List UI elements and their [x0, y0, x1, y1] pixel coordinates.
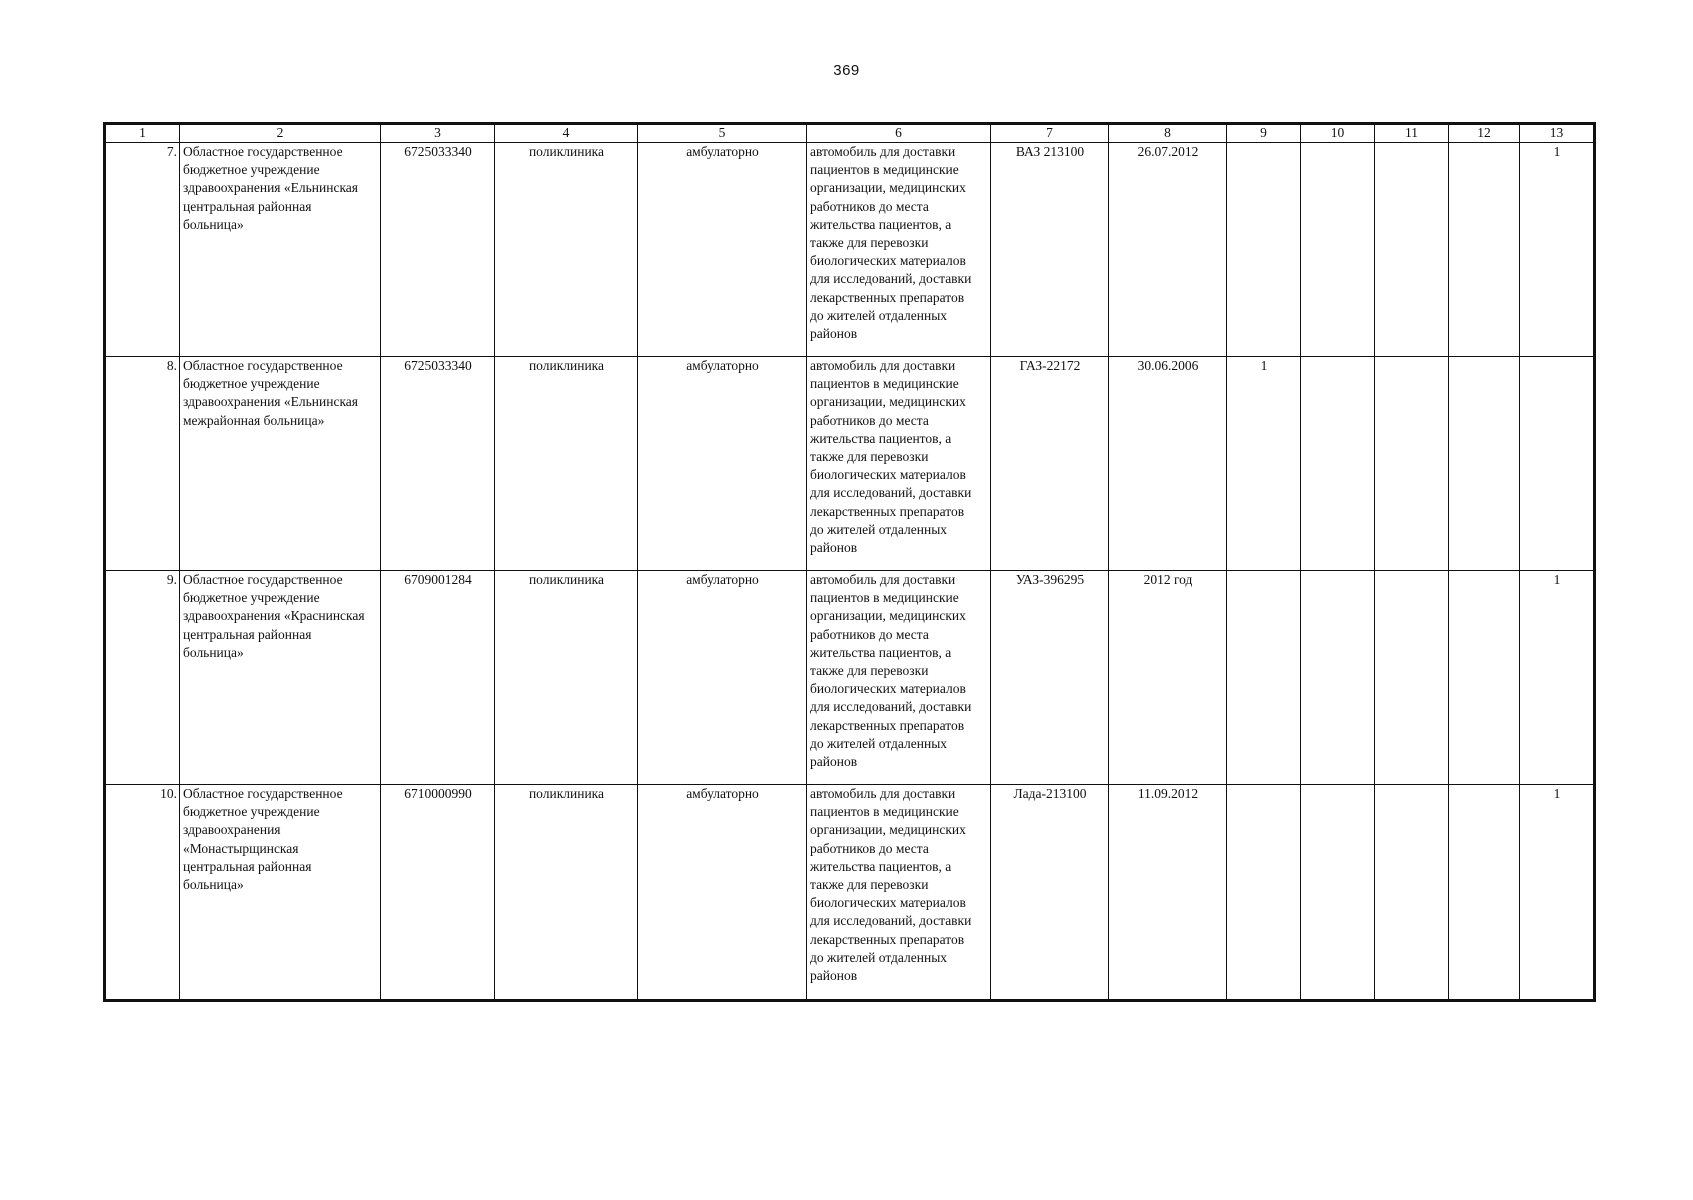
institution-code: 6709001284: [381, 571, 495, 785]
column-12-value: [1449, 571, 1520, 785]
institution-name: Областное государственное бюджетное учреждение здравоохранения «Краснинская центральная районная больница»: [180, 571, 381, 785]
column-header: 6: [807, 125, 991, 143]
vehicle-purpose: автомобиль для доставки пациентов в медицинские организации, медицинских работников до места жительства пациентов, а также для перевозки биологических материалов для исследований, доставки лекарственных препаратов до жителей отдаленных районов: [807, 357, 991, 571]
row-number: 9.: [106, 571, 180, 785]
column-header: 5: [638, 125, 807, 143]
care-mode: амбулаторно: [638, 357, 807, 571]
column-header: 2: [180, 125, 381, 143]
institution-code: 6725033340: [381, 357, 495, 571]
table-row: [106, 571, 1594, 785]
column-header: 12: [1449, 125, 1520, 143]
column-header: 10: [1301, 125, 1375, 143]
column-10-value: [1301, 143, 1375, 357]
column-header: 8: [1109, 125, 1227, 143]
date-value: 26.07.2012: [1109, 143, 1227, 357]
facility-type: поликлиника: [495, 357, 638, 571]
column-9-value: [1227, 143, 1301, 357]
column-header: 13: [1520, 125, 1594, 143]
table-row: [106, 143, 1594, 357]
care-mode: амбулаторно: [638, 785, 807, 1000]
column-9-value: [1227, 785, 1301, 1000]
vehicle-purpose: автомобиль для доставки пациентов в медицинские организации, медицинских работников до места жительства пациентов, а также для перевозки биологических материалов для исследований, доставки лекарственных препаратов до жителей отдаленных районов: [807, 571, 991, 785]
facility-type: поликлиника: [495, 571, 638, 785]
column-header: 4: [495, 125, 638, 143]
institution-name: Областное государственное бюджетное учреждение здравоохранения «Ельнинская межрайонная больница»: [180, 357, 381, 571]
facility-type: поликлиника: [495, 785, 638, 1000]
column-12-value: [1449, 357, 1520, 571]
column-13-value: 1: [1520, 571, 1594, 785]
care-mode: амбулаторно: [638, 143, 807, 357]
row-number: 7.: [106, 143, 180, 357]
care-mode: амбулаторно: [638, 571, 807, 785]
date-value: 2012 год: [1109, 571, 1227, 785]
column-9-value: [1227, 571, 1301, 785]
data-table: [105, 124, 1594, 1000]
vehicle-model: Лада-213100: [991, 785, 1109, 1000]
table-row: [106, 785, 1594, 1000]
column-header: 1: [106, 125, 180, 143]
vehicle-model: ВАЗ 213100: [991, 143, 1109, 357]
vehicle-purpose: автомобиль для доставки пациентов в медицинские организации, медицинских работников до места жительства пациентов, а также для перевозки биологических материалов для исследований, доставки лекарственных препаратов до жителей отдаленных районов: [807, 143, 991, 357]
vehicle-purpose: автомобиль для доставки пациентов в медицинские организации, медицинских работников до места жительства пациентов, а также для перевозки биологических материалов для исследований, доставки лекарственных препаратов до жителей отдаленных районов: [807, 785, 991, 1000]
column-11-value: [1375, 143, 1449, 357]
column-header: 11: [1375, 125, 1449, 143]
institution-name: Областное государственное бюджетное учреждение здравоохранения «Ельнинская центральная районная больница»: [180, 143, 381, 357]
column-13-value: 1: [1520, 785, 1594, 1000]
column-12-value: [1449, 785, 1520, 1000]
column-13-value: [1520, 357, 1594, 571]
vehicle-model: УАЗ-396295: [991, 571, 1109, 785]
column-13-value: 1: [1520, 143, 1594, 357]
vehicle-model: ГАЗ-22172: [991, 357, 1109, 571]
facility-type: поликлиника: [495, 143, 638, 357]
table-row: [106, 357, 1594, 571]
column-10-value: [1301, 785, 1375, 1000]
institution-code: 6725033340: [381, 143, 495, 357]
column-11-value: [1375, 571, 1449, 785]
column-header: 9: [1227, 125, 1301, 143]
institution-name: Областное государственное бюджетное учреждение здравоохранения «Монастырщинская центральная районная больница»: [180, 785, 381, 1000]
column-10-value: [1301, 357, 1375, 571]
row-number: 8.: [106, 357, 180, 571]
page-number: 369: [833, 62, 860, 79]
date-value: 11.09.2012: [1109, 785, 1227, 1000]
column-header: 3: [381, 125, 495, 143]
row-number: 10.: [106, 785, 180, 1000]
column-11-value: [1375, 785, 1449, 1000]
column-12-value: [1449, 143, 1520, 357]
column-header: 7: [991, 125, 1109, 143]
date-value: 30.06.2006: [1109, 357, 1227, 571]
institution-code: 6710000990: [381, 785, 495, 1000]
column-11-value: [1375, 357, 1449, 571]
column-9-value: 1: [1227, 357, 1301, 571]
column-number-header: [106, 125, 1594, 143]
column-10-value: [1301, 571, 1375, 785]
